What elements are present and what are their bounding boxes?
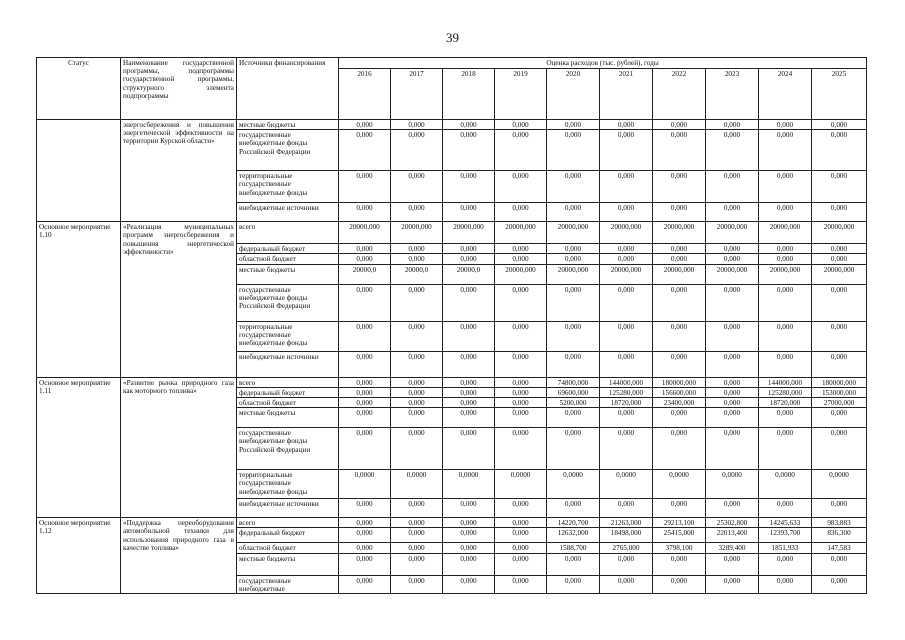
amount-cell: 0,000 [653, 284, 706, 321]
page-number: 39 [446, 30, 459, 45]
row-program-name: «Поддержка переоборудования автомобильной техники для использования природного газа в качестве топлива» [121, 518, 237, 594]
amount-cell: 0,000 [339, 351, 391, 377]
amount-cell: 0,000 [495, 398, 547, 408]
amount-cell: 0,000 [653, 203, 706, 222]
amount-cell: 0,000 [391, 499, 443, 518]
amount-cell: 0,000 [339, 377, 391, 387]
amount-cell: 0,000 [600, 284, 653, 321]
amount-cell: 0,000 [339, 254, 391, 264]
funding-source: территориальные государственные внебюджетные фонды [237, 321, 339, 351]
amount-cell: 147,583 [812, 543, 867, 553]
amount-cell: 0,000 [391, 528, 443, 543]
amount-cell: 0,000 [653, 130, 706, 171]
amount-cell: 0,000 [653, 120, 706, 130]
amount-cell: 0,000 [812, 499, 867, 518]
amount-cell: 0,000 [653, 408, 706, 428]
amount-cell: 125280,000 [759, 387, 812, 397]
amount-cell: 153000,000 [812, 387, 867, 397]
amount-cell: 0,000 [600, 321, 653, 351]
year-header: 2022 [653, 69, 706, 120]
amount-cell: 0,000 [339, 518, 391, 528]
amount-cell: 12632,000 [547, 528, 600, 543]
amount-cell: 0,000 [706, 254, 759, 264]
amount-cell: 0,000 [600, 499, 653, 518]
amount-cell: 0,000 [391, 130, 443, 171]
amount-cell: 0,000 [443, 575, 495, 593]
amount-cell: 0,000 [443, 351, 495, 377]
header-sources: Источники финансирования [237, 58, 339, 120]
amount-cell: 0,000 [391, 321, 443, 351]
amount-cell: 0,000 [812, 284, 867, 321]
amount-cell: 20000,0 [443, 264, 495, 284]
amount-cell: 2765,000 [600, 543, 653, 553]
amount-cell: 0,000 [547, 254, 600, 264]
amount-cell: 0,000 [600, 428, 653, 470]
amount-cell: 0,000 [339, 120, 391, 130]
amount-cell: 3289,400 [706, 543, 759, 553]
amount-cell: 29213,100 [653, 518, 706, 528]
amount-cell: 20000,000 [706, 222, 759, 244]
year-header: 2025 [812, 69, 867, 120]
amount-cell: 0,000 [600, 575, 653, 593]
amount-cell: 20000,000 [495, 264, 547, 284]
amount-cell: 0,000 [706, 351, 759, 377]
amount-cell: 0,000 [759, 321, 812, 351]
funding-source: федеральный бюджет [237, 528, 339, 543]
header-status: Статус [37, 58, 121, 120]
amount-cell: 0,0000 [812, 470, 867, 499]
amount-cell: 0,000 [495, 130, 547, 171]
amount-cell: 0,000 [339, 203, 391, 222]
amount-cell: 0,000 [812, 553, 867, 575]
amount-cell: 5200,000 [547, 398, 600, 408]
amount-cell: 0,000 [339, 398, 391, 408]
amount-cell: 0,000 [812, 203, 867, 222]
amount-cell: 0,000 [759, 284, 812, 321]
year-header: 2023 [706, 69, 759, 120]
amount-cell: 0,000 [653, 244, 706, 254]
amount-cell: 0,000 [600, 203, 653, 222]
amount-cell: 0,000 [759, 553, 812, 575]
funding-source: федеральный бюджет [237, 387, 339, 397]
amount-cell: 0,000 [443, 203, 495, 222]
amount-cell: 0,000 [443, 284, 495, 321]
amount-cell: 20000,000 [391, 222, 443, 244]
amount-cell: 0,000 [547, 321, 600, 351]
row-status: Основное мероприятие 1.10 [37, 222, 121, 377]
amount-cell: 0,000 [547, 244, 600, 254]
amount-cell: 0,000 [706, 398, 759, 408]
funding-source: местные бюджеты [237, 120, 339, 130]
amount-cell: 0,000 [495, 499, 547, 518]
amount-cell: 0,000 [339, 321, 391, 351]
amount-cell: 0,000 [495, 428, 547, 470]
amount-cell: 0,000 [443, 398, 495, 408]
amount-cell: 0,000 [812, 244, 867, 254]
funding-source: местные бюджеты [237, 553, 339, 575]
funding-source: государственные внебюджетные [237, 575, 339, 593]
amount-cell: 1851,933 [759, 543, 812, 553]
row-status: Основное мероприятие 1.12 [37, 518, 121, 594]
amount-cell: 836,300 [812, 528, 867, 543]
amount-cell: 156600,000 [653, 387, 706, 397]
amount-cell: 0,0000 [443, 470, 495, 499]
amount-cell: 0,000 [495, 284, 547, 321]
amount-cell: 144000,000 [759, 377, 812, 387]
year-header: 2017 [391, 69, 443, 120]
amount-cell: 0,000 [443, 254, 495, 264]
budget-body [37, 120, 867, 594]
amount-cell: 0,000 [339, 284, 391, 321]
amount-cell: 0,0000 [706, 470, 759, 499]
amount-cell: 23400,000 [653, 398, 706, 408]
amount-cell: 0,000 [759, 499, 812, 518]
amount-cell: 20000,0 [391, 264, 443, 284]
amount-cell: 0,000 [812, 120, 867, 130]
amount-cell: 0,000 [495, 203, 547, 222]
amount-cell: 0,000 [706, 321, 759, 351]
amount-cell: 0,000 [391, 543, 443, 553]
amount-cell: 0,000 [391, 171, 443, 203]
amount-cell: 20000,000 [759, 264, 812, 284]
amount-cell: 0,000 [391, 398, 443, 408]
amount-cell: 0,000 [495, 377, 547, 387]
amount-cell: 0,0000 [547, 470, 600, 499]
amount-cell: 0,000 [812, 321, 867, 351]
amount-cell: 18720,000 [600, 398, 653, 408]
amount-cell: 0,000 [706, 203, 759, 222]
amount-cell: 0,000 [443, 321, 495, 351]
amount-cell: 0,000 [443, 171, 495, 203]
amount-cell: 0,000 [443, 408, 495, 428]
amount-cell: 20000,000 [547, 264, 600, 284]
amount-cell: 3798,100 [653, 543, 706, 553]
amount-cell: 0,0000 [600, 470, 653, 499]
amount-cell: 0,000 [653, 553, 706, 575]
funding-source: областной бюджет [237, 398, 339, 408]
amount-cell: 0,000 [391, 351, 443, 377]
amount-cell: 0,000 [443, 428, 495, 470]
header-name: Наименование государственной программы, подпрограммы государственной программы, структурного элемента подпрограммы [121, 58, 237, 120]
funding-source: областной бюджет [237, 543, 339, 553]
amount-cell: 0,000 [600, 351, 653, 377]
amount-cell: 0,000 [495, 575, 547, 593]
funding-source: внебюджетные источники [237, 203, 339, 222]
amount-cell: 0,000 [443, 130, 495, 171]
amount-cell: 0,000 [812, 351, 867, 377]
amount-cell: 0,000 [812, 171, 867, 203]
row-program-name: «Развитие рынка природного газа как моторного топлива» [121, 377, 237, 518]
amount-cell: 0,000 [706, 499, 759, 518]
amount-cell: 0,000 [547, 130, 600, 171]
amount-cell: 20000,0 [339, 264, 391, 284]
amount-cell: 0,000 [443, 387, 495, 397]
amount-cell: 0,000 [391, 428, 443, 470]
amount-cell: 0,000 [391, 244, 443, 254]
amount-cell: 0,000 [759, 244, 812, 254]
amount-cell: 0,000 [706, 130, 759, 171]
funding-source: государственные внебюджетные фонды Российской Федерации [237, 130, 339, 171]
amount-cell: 0,000 [391, 120, 443, 130]
amount-cell: 0,000 [812, 408, 867, 428]
amount-cell: 20000,000 [759, 222, 812, 244]
funding-source: всего [237, 222, 339, 244]
amount-cell: 0,000 [495, 244, 547, 254]
amount-cell: 0,000 [706, 377, 759, 387]
amount-cell: 0,000 [600, 254, 653, 264]
row-program-name: энергосбережения и повышения энергетической эффективности на территории Курской области» [121, 120, 237, 222]
funding-source: областной бюджет [237, 254, 339, 264]
amount-cell: 0,000 [653, 321, 706, 351]
amount-cell: 0,000 [706, 408, 759, 428]
amount-cell: 0,000 [495, 408, 547, 428]
amount-cell: 0,000 [547, 499, 600, 518]
amount-cell: 0,000 [600, 244, 653, 254]
amount-cell: 0,0000 [339, 470, 391, 499]
amount-cell: 0,000 [547, 171, 600, 203]
amount-cell: 25415,000 [653, 528, 706, 543]
year-header: 2020 [547, 69, 600, 120]
amount-cell: 0,000 [443, 543, 495, 553]
amount-cell: 0,000 [495, 543, 547, 553]
budget-table [36, 57, 867, 594]
amount-cell: 0,000 [339, 428, 391, 470]
amount-cell: 180000,000 [653, 377, 706, 387]
funding-source: государственные внебюджетные фонды Российской Федерации [237, 284, 339, 321]
amount-cell: 0,000 [391, 575, 443, 593]
amount-cell: 0,000 [812, 254, 867, 264]
year-header: 2024 [759, 69, 812, 120]
amount-cell: 0,000 [812, 130, 867, 171]
year-header: 2016 [339, 69, 391, 120]
funding-source: внебюджетные источники [237, 351, 339, 377]
funding-source: территориальные государственные внебюджетные фонды [237, 470, 339, 499]
amount-cell: 0,000 [759, 171, 812, 203]
amount-cell: 25302,800 [706, 518, 759, 528]
amount-cell: 20000,000 [812, 264, 867, 284]
amount-cell: 27000,000 [812, 398, 867, 408]
amount-cell: 20000,000 [339, 222, 391, 244]
row-program-name: «Реализация муниципальных программ энергосбережения и повышения энергетической эффективности» [121, 222, 237, 377]
amount-cell: 0,000 [706, 387, 759, 397]
amount-cell: 20000,000 [547, 222, 600, 244]
amount-cell: 74800,000 [547, 377, 600, 387]
amount-cell: 0,000 [547, 428, 600, 470]
amount-cell: 0,000 [443, 120, 495, 130]
amount-cell: 0,000 [391, 553, 443, 575]
amount-cell: 0,000 [706, 575, 759, 593]
amount-cell: 0,000 [547, 284, 600, 321]
amount-cell: 0,000 [495, 321, 547, 351]
amount-cell: 0,000 [759, 130, 812, 171]
year-header: 2021 [600, 69, 653, 120]
amount-cell: 0,000 [339, 408, 391, 428]
amount-cell: 0,000 [495, 351, 547, 377]
amount-cell: 0,000 [547, 351, 600, 377]
amount-cell: 0,000 [600, 408, 653, 428]
amount-cell: 0,000 [443, 499, 495, 518]
table-row [37, 377, 867, 387]
amount-cell: 0,000 [495, 553, 547, 575]
amount-cell: 0,000 [706, 428, 759, 470]
amount-cell: 0,000 [339, 387, 391, 397]
amount-cell: 0,000 [391, 254, 443, 264]
amount-cell: 20000,000 [812, 222, 867, 244]
amount-cell: 0,000 [547, 575, 600, 593]
amount-cell: 0,000 [443, 528, 495, 543]
amount-cell: 0,000 [339, 171, 391, 203]
amount-cell: 0,000 [812, 428, 867, 470]
funding-source: местные бюджеты [237, 408, 339, 428]
amount-cell: 0,000 [495, 120, 547, 130]
amount-cell: 0,000 [706, 284, 759, 321]
amount-cell: 69600,000 [547, 387, 600, 397]
amount-cell: 0,000 [443, 377, 495, 387]
amount-cell: 0,000 [339, 244, 391, 254]
amount-cell: 0,000 [547, 203, 600, 222]
amount-cell: 0,000 [653, 575, 706, 593]
amount-cell: 983,883 [812, 518, 867, 528]
amount-cell: 0,000 [339, 528, 391, 543]
amount-cell: 12393,700 [759, 528, 812, 543]
header-estimate: Оценка расходов (тыс. рублей), годы [339, 58, 867, 69]
funding-source: государственные внебюджетные фонды Российской Федерации [237, 428, 339, 470]
amount-cell: 0,000 [391, 203, 443, 222]
funding-source: внебюджетные источники [237, 499, 339, 518]
amount-cell: 125280,000 [600, 387, 653, 397]
table-row [37, 518, 867, 528]
amount-cell: 20000,000 [600, 264, 653, 284]
amount-cell: 0,000 [653, 171, 706, 203]
amount-cell: 0,000 [653, 499, 706, 518]
amount-cell: 0,000 [495, 171, 547, 203]
funding-source: территориальные государственные внебюджетные фонды [237, 171, 339, 203]
amount-cell: 20000,000 [600, 222, 653, 244]
amount-cell: 0,000 [812, 575, 867, 593]
amount-cell: 180000,000 [812, 377, 867, 387]
amount-cell: 0,000 [547, 408, 600, 428]
amount-cell: 0,0000 [495, 470, 547, 499]
amount-cell: 0,000 [759, 575, 812, 593]
amount-cell: 0,000 [339, 499, 391, 518]
funding-source: всего [237, 377, 339, 387]
amount-cell: 0,0000 [391, 470, 443, 499]
row-status [37, 120, 121, 222]
amount-cell: 14245,633 [759, 518, 812, 528]
amount-cell: 0,000 [759, 408, 812, 428]
amount-cell: 0,000 [653, 428, 706, 470]
amount-cell: 0,000 [443, 553, 495, 575]
amount-cell: 0,000 [495, 528, 547, 543]
amount-cell: 0,000 [759, 203, 812, 222]
amount-cell: 0,000 [391, 408, 443, 428]
amount-cell: 14220,700 [547, 518, 600, 528]
amount-cell: 0,0000 [759, 470, 812, 499]
amount-cell: 20000,000 [653, 222, 706, 244]
funding-source: всего [237, 518, 339, 528]
amount-cell: 20000,000 [443, 222, 495, 244]
amount-cell: 20000,000 [495, 222, 547, 244]
year-header: 2018 [443, 69, 495, 120]
amount-cell: 0,000 [547, 120, 600, 130]
table-row [37, 120, 867, 130]
amount-cell: 0,000 [339, 553, 391, 575]
amount-cell: 0,000 [339, 130, 391, 171]
amount-cell: 0,000 [339, 575, 391, 593]
amount-cell: 0,000 [600, 171, 653, 203]
funding-source: местные бюджеты [237, 264, 339, 284]
amount-cell: 0,000 [706, 244, 759, 254]
amount-cell: 0,000 [391, 518, 443, 528]
amount-cell: 0,000 [443, 518, 495, 528]
funding-source: федеральный бюджет [237, 244, 339, 254]
amount-cell: 0,000 [759, 254, 812, 264]
year-header: 2019 [495, 69, 547, 120]
amount-cell: 0,000 [706, 120, 759, 130]
amount-cell: 144000,000 [600, 377, 653, 387]
amount-cell: 0,000 [653, 254, 706, 264]
amount-cell: 0,000 [759, 351, 812, 377]
amount-cell: 18720,000 [759, 398, 812, 408]
amount-cell: 0,000 [391, 387, 443, 397]
amount-cell: 0,000 [495, 254, 547, 264]
amount-cell: 20000,000 [706, 264, 759, 284]
amount-cell: 0,000 [443, 244, 495, 254]
amount-cell: 0,000 [706, 553, 759, 575]
amount-cell: 0,000 [600, 130, 653, 171]
amount-cell: 0,0000 [653, 470, 706, 499]
amount-cell: 0,000 [759, 120, 812, 130]
amount-cell: 0,000 [653, 351, 706, 377]
amount-cell: 22013,400 [706, 528, 759, 543]
amount-cell: 18498,000 [600, 528, 653, 543]
amount-cell: 0,000 [339, 543, 391, 553]
amount-cell: 0,000 [759, 428, 812, 470]
amount-cell: 0,000 [391, 284, 443, 321]
amount-cell: 21263,000 [600, 518, 653, 528]
amount-cell: 0,000 [547, 553, 600, 575]
amount-cell: 20000,000 [653, 264, 706, 284]
table-row [37, 222, 867, 244]
amount-cell: 0,000 [600, 553, 653, 575]
amount-cell: 1588,700 [547, 543, 600, 553]
amount-cell: 0,000 [706, 171, 759, 203]
amount-cell: 0,000 [391, 377, 443, 387]
amount-cell: 0,000 [495, 518, 547, 528]
amount-cell: 0,000 [495, 387, 547, 397]
amount-cell: 0,000 [600, 120, 653, 130]
row-status: Основное мероприятие 1.11 [37, 377, 121, 518]
